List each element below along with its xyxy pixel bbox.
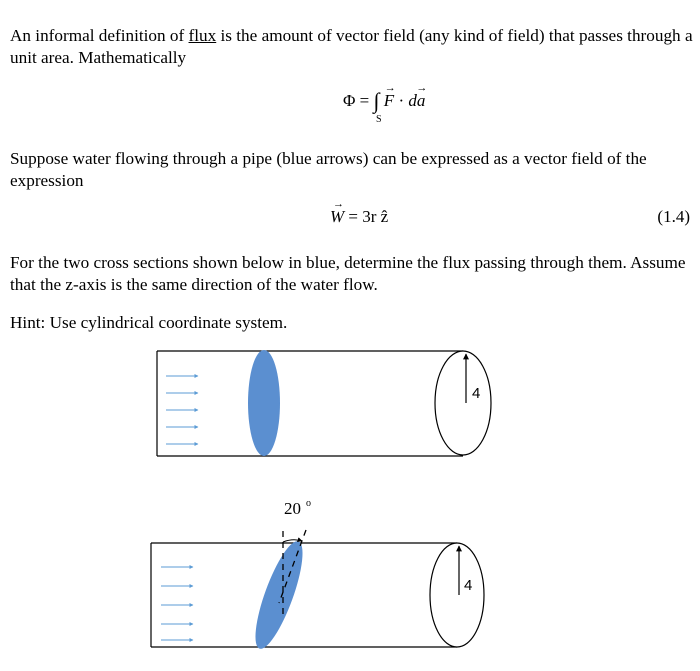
hint-text: Hint: Use cylindrical coordinate system.: [10, 313, 288, 332]
equation-number: (1.4): [657, 207, 690, 226]
bottom-pipe-end-ellipse: [430, 543, 484, 647]
angle-arc: [283, 540, 302, 542]
bottom-radius-label: 4: [464, 577, 473, 594]
field-paragraph: Suppose water flowing through a pipe (blue arrows) can be expressed as a vector field of the expression: [10, 149, 647, 190]
flux-link[interactable]: flux: [188, 26, 217, 45]
field-rhs: = 3r ẑ: [348, 207, 389, 226]
top-flow-arrows: [166, 376, 198, 444]
field-w: W →: [330, 198, 345, 226]
angle-label: 20: [284, 499, 301, 518]
top-cross-section: [248, 350, 280, 456]
question-paragraph: For the two cross sections shown below in blue, determine the flux passing through them. Assume that the z-axis is the same direction of the water flow.: [10, 253, 686, 294]
flux-lhs: Φ =: [343, 91, 370, 110]
integrand-da: da →: [408, 82, 428, 110]
integrand-f: F →: [383, 82, 396, 110]
bottom-cross-section: [246, 537, 311, 654]
integrand-dot: ·: [398, 91, 405, 110]
bottom-flow-arrows: [161, 567, 193, 640]
bottom-pipe: [151, 498, 484, 653]
integral-subscript: S: [376, 114, 382, 125]
intro-text-start: An informal definition of: [10, 26, 189, 45]
integral-sign: ∫: [373, 88, 380, 113]
intro-text-end: is the amount of vector field (any kind of field) that passes through a unit area. Mathematically: [10, 26, 693, 67]
top-pipe-end-ellipse: [435, 351, 491, 455]
angle-degree: o: [306, 498, 311, 509]
top-radius-label: 4: [472, 385, 481, 402]
top-pipe: [157, 350, 491, 456]
